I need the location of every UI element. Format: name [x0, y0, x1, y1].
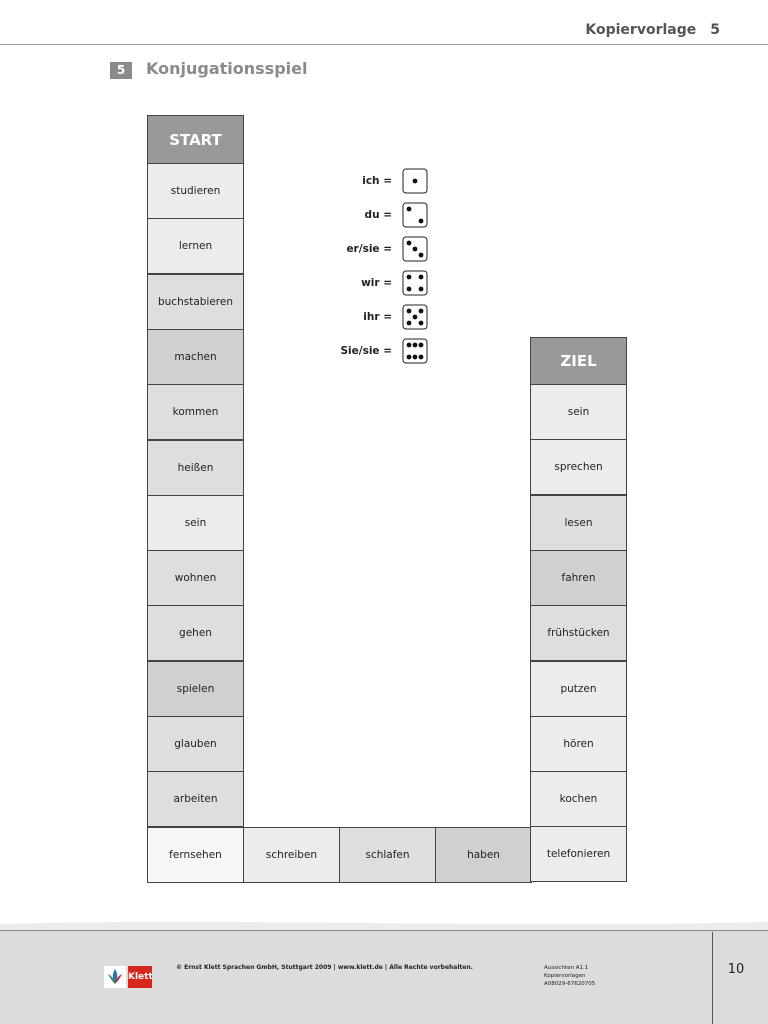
die-pip — [407, 287, 412, 292]
board-field: glauben — [147, 716, 244, 772]
die-pip — [419, 287, 424, 292]
board-field: heißen — [147, 440, 244, 496]
die-pip — [413, 355, 418, 360]
die-pip — [407, 343, 412, 348]
meta-line: Aussichten A1.1 — [544, 965, 589, 971]
board-field: studieren — [147, 163, 244, 219]
board-field: machen — [147, 329, 244, 385]
die-pip — [407, 207, 412, 212]
legend-row — [300, 270, 430, 296]
meta-line: Kopiervorlagen — [544, 973, 586, 979]
product-meta — [544, 964, 595, 988]
die-pip — [419, 309, 424, 314]
section-title: Konjugationsspiel — [146, 59, 308, 78]
header-label: Kopiervorlage — [585, 22, 697, 38]
board-field: telefonieren — [530, 826, 627, 882]
die-pip — [419, 343, 424, 348]
board-field: sein — [147, 495, 244, 551]
section-number-badge: 5 — [110, 62, 132, 79]
footer-divider — [712, 932, 713, 1024]
die-face-icon — [402, 168, 428, 194]
die-pip — [419, 219, 424, 224]
legend-row — [300, 304, 430, 330]
board-field: fernsehen — [147, 827, 244, 883]
board-field: gehen — [147, 605, 244, 661]
die-pip — [419, 253, 424, 258]
legend-label: wir = — [361, 277, 392, 289]
die-face-icon — [402, 304, 428, 330]
board-field: schreiben — [243, 827, 340, 883]
legend-row — [300, 168, 430, 194]
footer-line — [0, 930, 768, 931]
copyright-text: © Ernst Klett Sprachen GmbH, Stuttgart 2009 | www.klett.de | Alle Rechte vorbehalten. — [176, 964, 473, 971]
board-field: putzen — [530, 661, 627, 717]
legend-label: Sie/sie = — [340, 345, 392, 357]
start-field: START — [147, 115, 244, 164]
board-field: fahren — [530, 550, 627, 606]
meta-line: A08029-67620705 — [544, 981, 596, 987]
legend-label: ich = — [362, 175, 392, 187]
legend-label: er/sie = — [346, 243, 392, 255]
die-face-icon — [402, 270, 428, 296]
die-pip — [413, 179, 418, 184]
board-field: hören — [530, 716, 627, 772]
klett-logo — [104, 966, 152, 988]
die-pip — [419, 321, 424, 326]
board-field: lernen — [147, 218, 244, 274]
die-pip — [407, 355, 412, 360]
board-field: sein — [530, 384, 627, 440]
legend-label: ihr = — [363, 311, 392, 323]
legend-row — [300, 338, 430, 364]
page-number: 10 — [727, 962, 745, 977]
legend-label: du = — [364, 209, 392, 221]
board-field: schlafen — [339, 827, 436, 883]
board-field: spielen — [147, 661, 244, 717]
header-title — [560, 22, 720, 38]
die-pip — [419, 355, 424, 360]
die-pip — [413, 247, 418, 252]
die-face-icon — [402, 202, 428, 228]
header-number: 5 — [710, 22, 720, 38]
board-field: frühstücken — [530, 605, 627, 661]
board-field: lesen — [530, 495, 627, 551]
die-face-icon — [402, 338, 428, 364]
board-field: kochen — [530, 771, 627, 827]
die-face-icon — [402, 236, 428, 262]
die-pip — [407, 241, 412, 246]
board-field: buchstabieren — [147, 274, 244, 330]
die-pip — [419, 275, 424, 280]
die-pip — [407, 321, 412, 326]
board-field: arbeiten — [147, 771, 244, 827]
legend-row — [300, 236, 430, 262]
die-pip — [413, 315, 418, 320]
board-field: wohnen — [147, 550, 244, 606]
board-field: sprechen — [530, 439, 627, 495]
ziel-field: ZIEL — [530, 337, 627, 385]
klett-wordmark: Klett — [128, 966, 152, 988]
die-pip — [413, 343, 418, 348]
header-rule — [0, 44, 768, 45]
die-pip — [407, 275, 412, 280]
board-field: kommen — [147, 384, 244, 440]
board-field: haben — [435, 827, 532, 883]
klett-flower-icon — [104, 966, 126, 988]
legend-row — [300, 202, 430, 228]
die-pip — [407, 309, 412, 314]
